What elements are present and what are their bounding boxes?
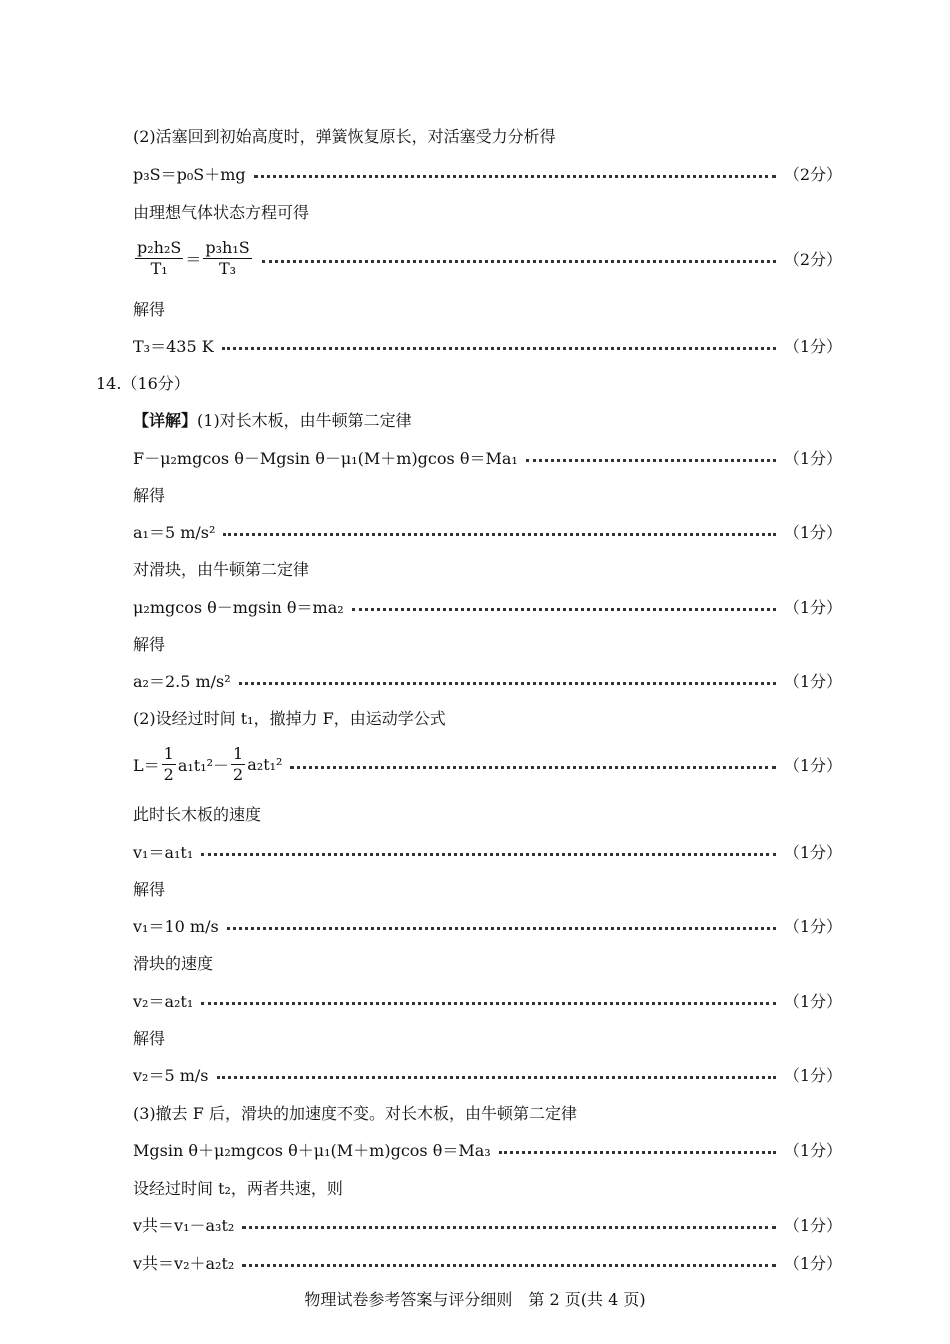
equation-line [133,1251,842,1274]
text-line [133,951,842,974]
equation: p₃S＝p₀S＋mg [133,165,246,184]
score: （1分） [783,992,842,1011]
dot-leader [262,260,776,263]
detail-label: 【详解】 [133,411,198,430]
text-line [133,557,842,580]
text-line [133,632,842,655]
fraction [231,744,245,785]
dot-leader [290,766,775,769]
score: （1分） [783,337,842,356]
step-text: (1)对长木板，由牛顿第二定律 [197,411,412,430]
equation: F－μ₂mgcos θ－Mgsin θ－μ₁(M＋m)gcos θ＝Ma₁ [133,449,518,468]
dot-leader [223,533,775,536]
dot-leader [242,1264,776,1267]
text-line [133,200,842,223]
equation-part: a₁t₁²－ [177,756,230,775]
score: （1分） [783,1141,842,1160]
equation-part: a₂t₁² [247,755,283,774]
equation: T₃＝435 K [133,337,214,356]
equation-line [133,1063,842,1086]
score: （2分） [783,250,842,269]
dot-leader [201,1002,776,1005]
score: （1分） [783,917,842,936]
text-line [133,483,842,506]
score: （1分） [783,1216,842,1235]
step-text: 对滑块，由牛顿第二定律 [133,560,310,579]
equation-line [133,1138,842,1161]
equation: a₁＝5 m/s² [133,523,216,542]
fraction [162,744,176,785]
fraction-numerator: 1 [163,744,174,763]
equation-line [133,162,842,185]
step-text: (2)活塞回到初始高度时，弹簧恢复原长，对活塞受力分析得 [133,127,556,146]
fraction-denominator: T₃ [218,259,237,278]
fraction-numerator: p₃h₁S [205,238,250,257]
step-text: 此时长木板的速度 [133,805,262,824]
text-line [133,297,842,320]
equation: a₂＝2.5 m/s² [133,672,231,691]
score: （1分） [783,1066,842,1085]
question-heading: 14.（16分） [96,374,190,393]
equation-line [133,989,842,1012]
text-line [133,124,842,147]
fraction-denominator: T₁ [150,259,168,278]
step-text: 解得 [133,880,166,899]
dot-leader [499,1151,776,1154]
equation: v₁＝10 m/s [133,917,219,936]
step-text: (3)撤去 F 后，滑块的加速度不变。对长木板，由牛顿第二定律 [133,1104,577,1123]
dot-leader [352,608,776,611]
dot-leader [201,853,776,856]
fraction [135,238,183,279]
equals-sign: ＝ [185,250,202,269]
score: （1分） [783,1254,842,1273]
step-text: 解得 [133,635,166,654]
fraction-denominator: 2 [233,765,244,784]
score: （1分） [783,843,842,862]
equation-line [133,520,842,543]
equation-line [133,840,842,863]
equation-line [133,744,842,785]
fraction-numerator: 1 [233,744,244,763]
equation-line [133,669,842,692]
equation: μ₂mgcos θ－mgsin θ＝ma₂ [133,598,344,617]
equation: v共＝v₂＋a₂t₂ [133,1254,235,1273]
equation-line [133,238,842,279]
step-text: 解得 [133,300,166,319]
equation-line [133,334,842,357]
dot-leader [217,1076,776,1079]
step-text: (2)设经过时间 t₁，撤掉力 F，由运动学公式 [133,709,446,728]
text-line [133,802,842,825]
score: （1分） [783,756,842,775]
step-text: 解得 [133,1029,166,1048]
step-text: 由理想气体状态方程可得 [133,203,310,222]
score: （1分） [783,598,842,617]
text-line [133,1176,842,1199]
dot-leader [254,175,776,178]
score: （1分） [783,523,842,542]
dot-leader [526,459,776,462]
equation-part: L＝ [133,756,160,775]
dot-leader [242,1226,776,1229]
fraction [203,238,251,279]
fraction-numerator: p₂h₂S [137,238,182,257]
text-line [133,706,842,729]
text-line [133,1026,842,1049]
equation: v₂＝a₂t₁ [133,992,194,1011]
equation: Mgsin θ＋μ₂mgcos θ＋μ₁(M＋m)gcos θ＝Ma₃ [133,1141,491,1160]
equation: v₂＝5 m/s [133,1066,209,1085]
score: （1分） [783,449,842,468]
dot-leader [239,682,776,685]
text-line [133,408,842,431]
step-text: 设经过时间 t₂，两者共速，则 [133,1179,343,1198]
score: （1分） [783,672,842,691]
text-line [133,877,842,900]
step-text: 滑块的速度 [133,954,214,973]
step-text: 解得 [133,486,166,505]
fraction-denominator: 2 [163,765,174,784]
equation-line [133,595,842,618]
equation: v₁＝a₁t₁ [133,843,194,862]
equation-line [133,914,842,937]
score: （2分） [783,165,842,184]
equation-line [133,1213,842,1236]
text-line [133,1101,842,1124]
dot-leader [227,927,776,930]
equation: v共＝v₁－a₃t₂ [133,1216,235,1235]
dot-leader [222,347,776,350]
equation-line [133,446,842,469]
page-footer: 物理试卷参考答案与评分细则 第 2 页(共 4 页) [304,1290,646,1309]
